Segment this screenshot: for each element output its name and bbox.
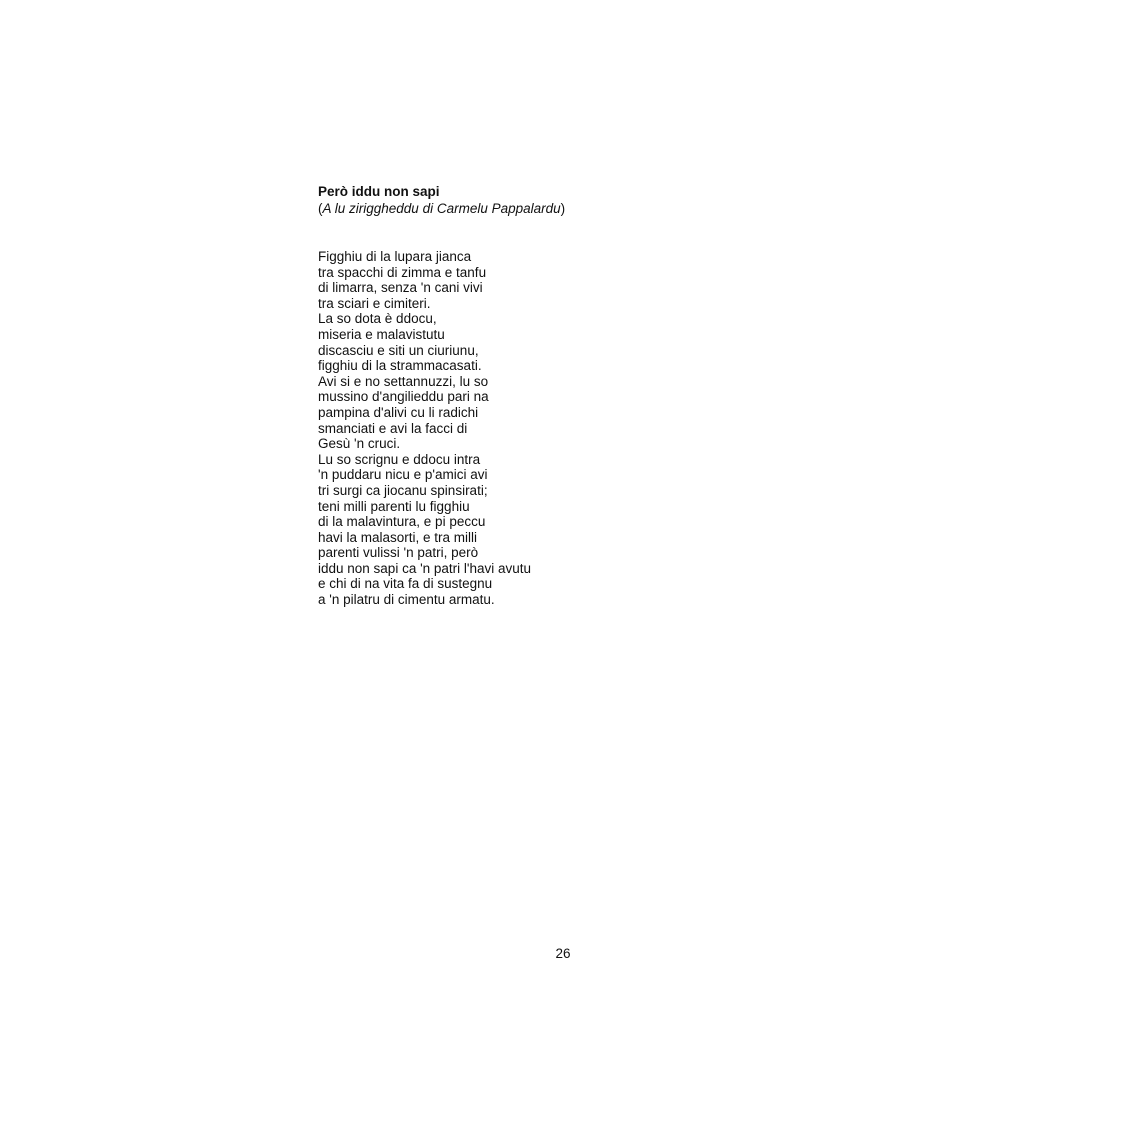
poem-line: e chi di na vita fa di sustegnu xyxy=(318,576,493,592)
poem-line: mussino d'angilieddu pari na xyxy=(318,389,489,405)
poem-line: di la malavintura, e pi peccu xyxy=(318,514,486,530)
poem-line: parenti vulissi 'n patri, però xyxy=(318,545,479,561)
poem-title: Però iddu non sapi xyxy=(318,184,440,199)
poem-line: 'n puddaru nicu e p'amici avi xyxy=(318,467,488,483)
poem-line: havi la malasorti, e tra milli xyxy=(318,529,478,545)
dedication-close-paren: ) xyxy=(560,201,566,216)
poem-dedication xyxy=(318,200,648,217)
poem-line: tra sciari e cimiteri. xyxy=(318,295,431,311)
poem-line: iddu non sapi ca 'n patri l'havi avutu xyxy=(318,560,532,576)
poem-line: teni milli parenti lu figghiu xyxy=(318,498,470,514)
poem-line: discasciu e siti un ciuriunu, xyxy=(318,342,479,358)
dedication-open-paren: ( xyxy=(318,201,323,216)
poem-line: figghiu di la strammacasati. xyxy=(318,358,482,374)
poem-line: tra spacchi di zimma e tanfu xyxy=(318,264,487,280)
poem-line: miseria e malavistutu xyxy=(318,326,445,342)
poem-line: pampina d'alivi cu li radichi xyxy=(318,404,479,420)
poem-line: di limarra, senza 'n cani vivi xyxy=(318,280,483,296)
poem-line: Gesù 'n cruci. xyxy=(318,436,401,452)
poem-line: Lu so scrignu e ddocu intra xyxy=(318,451,481,467)
dedication-text: A lu ziriggheddu di Carmelu Pappalardu xyxy=(322,201,561,216)
poem-line: La so dota è ddocu, xyxy=(318,311,437,327)
poem-line: Figghiu di la lupara jianca xyxy=(318,249,472,264)
poem-body xyxy=(318,249,648,608)
poem-line: smanciati e avi la facci di xyxy=(318,420,468,436)
poem-line: tri surgi ca jiocanu spinsirati; xyxy=(318,482,488,498)
poem-header xyxy=(318,183,648,217)
page-number: 26 xyxy=(555,946,571,961)
poem-line: Avi si e no settannuzzi, lu so xyxy=(318,373,489,389)
poem-line: a 'n pilatru di cimentu armatu. xyxy=(318,592,495,608)
